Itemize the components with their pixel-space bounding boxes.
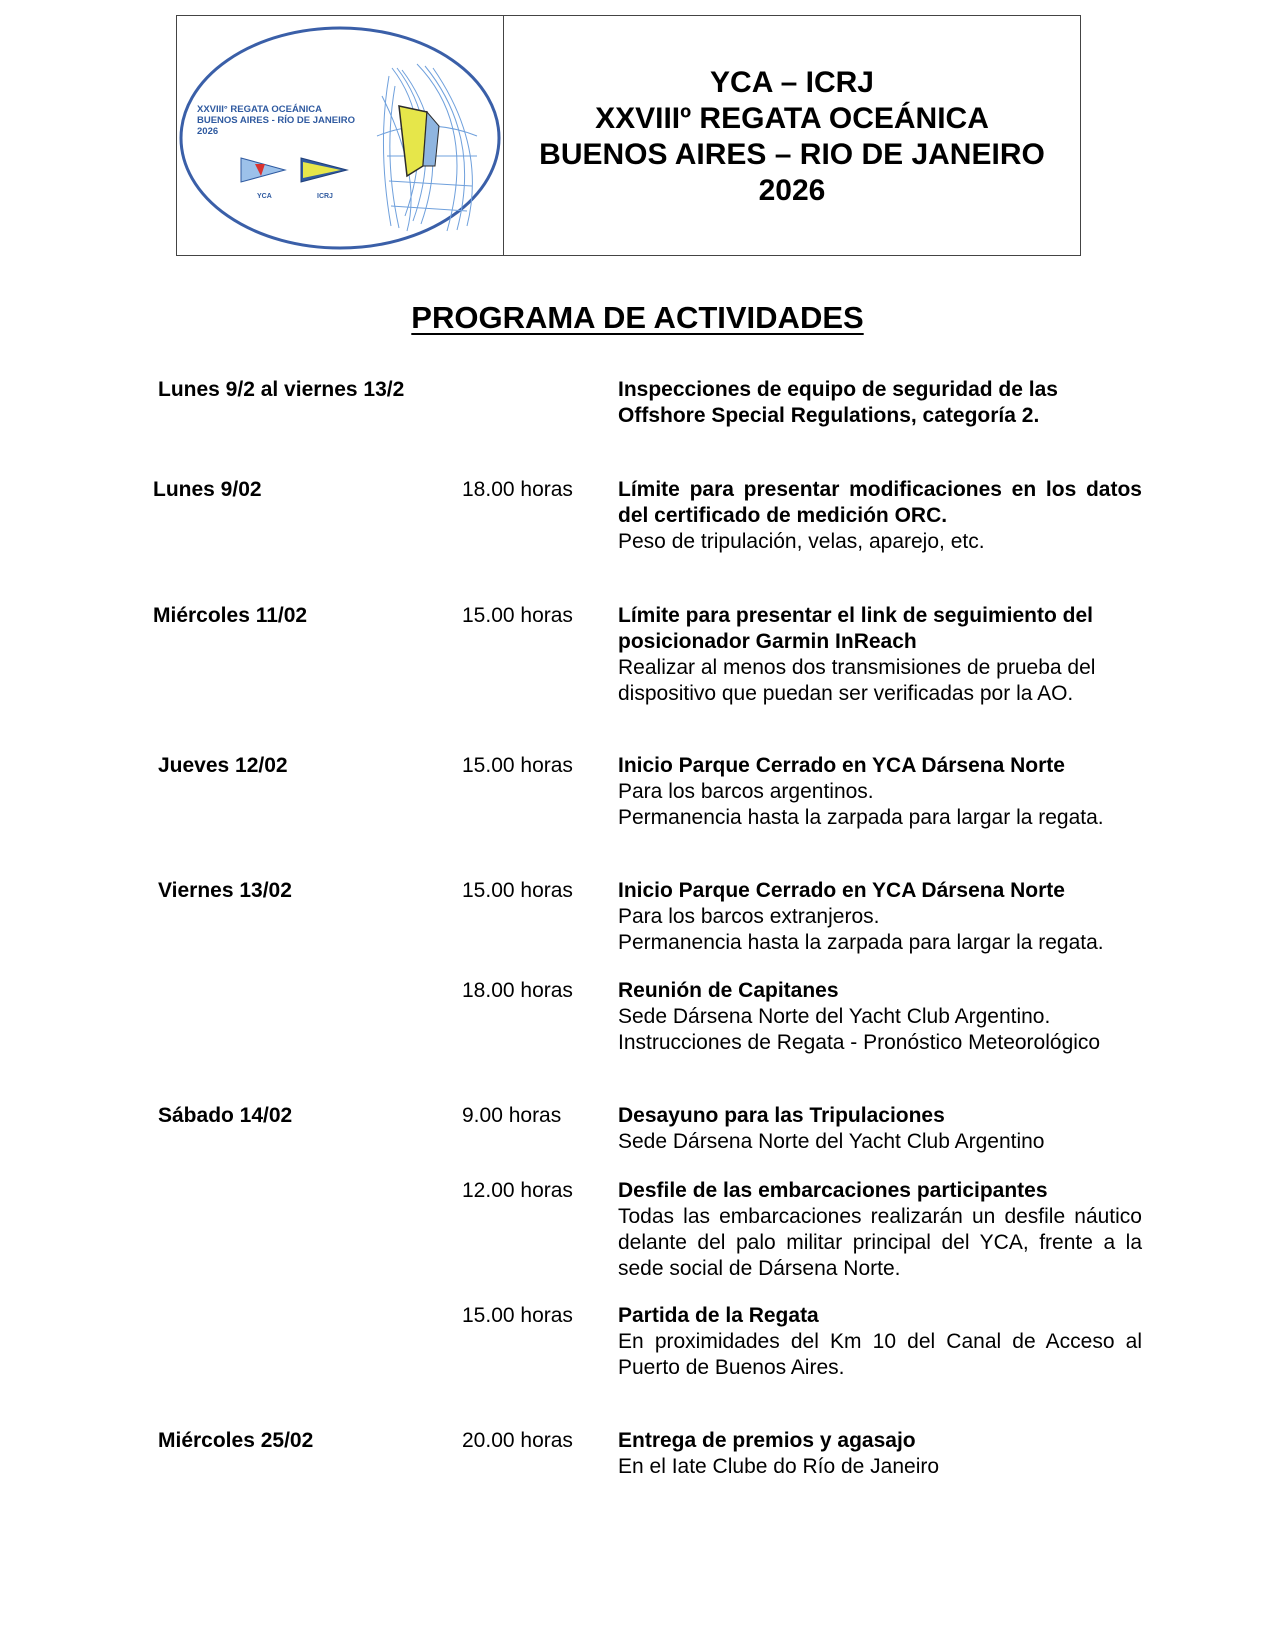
- schedule-time: 15.00 horas: [462, 879, 573, 902]
- header-title: [504, 16, 1080, 255]
- schedule-time: 15.00 horas: [462, 604, 573, 627]
- event-title: Partida de la Regata: [618, 1304, 819, 1327]
- regatta-logo: [177, 16, 504, 255]
- schedule-description: [618, 878, 1158, 956]
- page-title: PROGRAMA DE ACTIVIDADES: [411, 300, 864, 335]
- event-detail: Realizar al menos dos transmisiones de prueba del dispositivo que puedan ser verificadas por la AO.: [618, 656, 1096, 705]
- schedule-description: [618, 1103, 1142, 1155]
- yca-label: YCA: [257, 193, 272, 200]
- schedule-description: [618, 1428, 1142, 1480]
- schedule-description: [618, 477, 1142, 555]
- logo-line-2: BUENOS AIRES - RÍO DE JANEIRO: [197, 115, 356, 126]
- event-title: Reunión de Capitanes: [618, 979, 839, 1002]
- event-detail: En el Iate Clube do Río de Janeiro: [618, 1455, 940, 1478]
- event-title: Límite para presentar el link de seguimiento del posicionador Garmin InReach: [618, 604, 1093, 653]
- event-title: Entrega de premios y agasajo: [618, 1429, 916, 1452]
- schedule-day: Miércoles 11/02: [153, 604, 308, 627]
- event-title: Inicio Parque Cerrado en YCA Dársena Norte: [618, 754, 1065, 777]
- event-detail: Permanencia hasta la zarpada para largar la regata.: [618, 806, 1104, 829]
- schedule-time: 18.00 horas: [462, 478, 573, 501]
- schedule-day: Lunes 9/2 al viernes 13/2: [158, 378, 405, 401]
- schedule-day: Viernes 13/02: [158, 879, 292, 902]
- title-line: 2026: [758, 173, 826, 207]
- event-title: Límite para presentar modificaciones en los datos del certificado de medición ORC.: [618, 478, 1142, 527]
- event-title: Inspecciones de equipo de seguridad de las Offshore Special Regulations, categoría 2.: [618, 378, 1058, 427]
- event-detail: Para los barcos extranjeros.: [618, 905, 880, 928]
- event-detail: Sede Dársena Norte del Yacht Club Argentino.: [618, 1005, 1051, 1028]
- schedule-day: Lunes 9/02: [153, 478, 262, 501]
- schedule-description: [618, 377, 1142, 429]
- schedule-time: 18.00 horas: [462, 979, 573, 1002]
- header-box: [176, 15, 1081, 256]
- icrj-label: ICRJ: [317, 193, 333, 200]
- logo-line-3: 2026: [197, 126, 219, 137]
- event-title: Desayuno para las Tripulaciones: [618, 1104, 945, 1127]
- schedule-time: 15.00 horas: [462, 1304, 573, 1327]
- logo-line-1: XXVIII° REGATA OCEÁNICA: [197, 104, 323, 115]
- regatta-logo-graphic: [177, 16, 502, 254]
- schedule-description: [618, 603, 1142, 707]
- event-detail: Para los barcos argentinos.: [618, 780, 874, 803]
- schedule-time: 20.00 horas: [462, 1429, 573, 1452]
- schedule-day: Jueves 12/02: [158, 754, 288, 777]
- schedule-description: [618, 1303, 1142, 1381]
- schedule-time: 12.00 horas: [462, 1179, 573, 1202]
- event-detail: Todas las embarcaciones realizarán un desfile náutico delante del palo militar principal del YCA, frente a la sede social de Dársena Norte.: [618, 1205, 1142, 1280]
- schedule-day: Sábado 14/02: [158, 1104, 293, 1127]
- schedule-description: [618, 753, 1158, 831]
- schedule-description: [618, 978, 1158, 1056]
- title-line: BUENOS AIRES – RIO DE JANEIRO: [539, 137, 1045, 171]
- event-detail: Permanencia hasta la zarpada para largar la regata.: [618, 931, 1104, 954]
- event-detail: En proximidades del Km 10 del Canal de Acceso al Puerto de Buenos Aires.: [618, 1330, 1142, 1379]
- event-title: Inicio Parque Cerrado en YCA Dársena Norte: [618, 879, 1065, 902]
- event-title: Desfile de las embarcaciones participantes: [618, 1179, 1048, 1202]
- schedule-day: Miércoles 25/02: [158, 1429, 314, 1452]
- event-detail: Instrucciones de Regata - Pronóstico Meteorológico: [618, 1031, 1101, 1054]
- schedule-time: 9.00 horas: [462, 1104, 562, 1127]
- title-line: YCA – ICRJ: [710, 65, 874, 99]
- schedule-description: [618, 1178, 1142, 1282]
- event-detail: Peso de tripulación, velas, aparejo, etc.: [618, 530, 985, 553]
- title-line: XXVIIIº REGATA OCEÁNICA: [595, 101, 989, 135]
- event-detail: Sede Dársena Norte del Yacht Club Argentino: [618, 1130, 1045, 1153]
- schedule-time: 15.00 horas: [462, 754, 573, 777]
